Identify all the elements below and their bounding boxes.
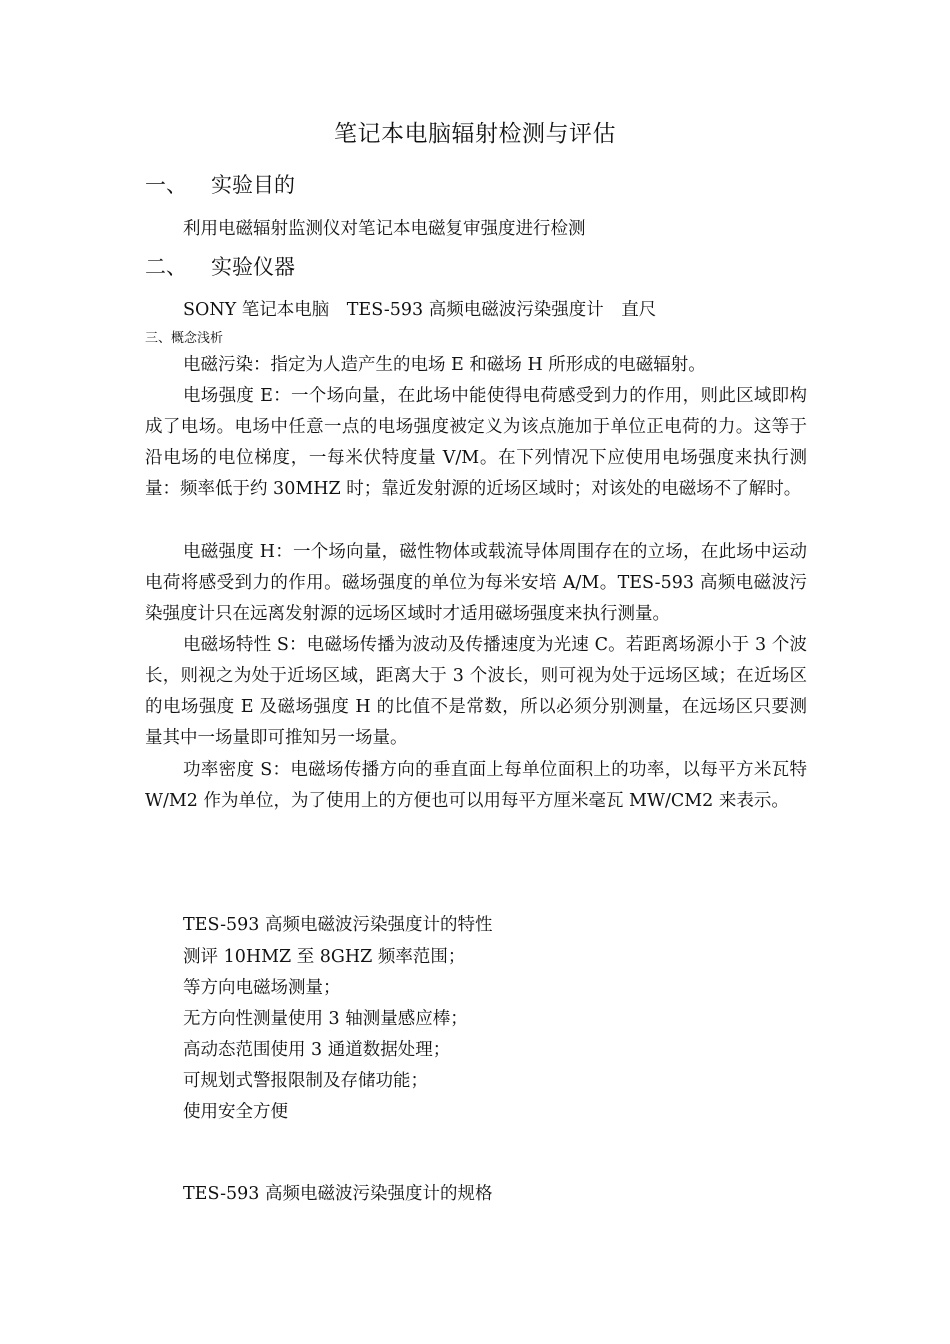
list-item: 使用安全方便 [183, 1102, 288, 1122]
section-heading-instruments [145, 252, 295, 282]
section-heading-text: 实验目的 [211, 173, 295, 197]
section-heading-concepts: 三、概念浅析 [145, 331, 224, 346]
document-title: 笔记本电脑辐射检测与评估 [334, 121, 616, 147]
specs-title: TES-593 高频电磁波污染强度计的规格 [183, 1184, 493, 1204]
section-number: 一、 [145, 173, 187, 197]
paragraph-power-density: 功率密度 S：电磁场传播方向的垂直面上每单位面积上的功率，以每平方米瓦特 W/M2 作为单位，为了使用上的方便也可以用每平方厘米毫瓦 MW/CM2 来表示。 [145, 760, 807, 811]
list-item: 高动态范围使用 3 通道数据处理； [183, 1040, 451, 1060]
list-item: 可规划式警报限制及存储功能； [183, 1071, 428, 1091]
section-heading-text: 实验仪器 [211, 255, 295, 279]
instruments-text: SONY 笔记本电脑 TES-593 高频电磁波污染强度计 直尺 [183, 300, 657, 320]
section-number: 二、 [145, 255, 187, 279]
list-item: 无方向性测量使用 3 轴测量感应棒； [183, 1009, 468, 1029]
section-heading-purpose [145, 170, 295, 200]
paragraph-electric-field: 电场强度 E：一个场向量，在此场中能使得电荷感受到力的作用，则此区域即构成了电场。电场中任意一点的电场强度被定义为该点施加于单位正电荷的力。这等于沿电场的电位梯度，一每米伏特度量 V/M。在下列情况下应使用电场强度来执行测量：频率低于约 30MHZ 时；靠近发射源的近场区域时；对该处的电磁场不了解时。 [145, 386, 807, 499]
paragraph-pollution: 电磁污染：指定为人造产生的电场 E 和磁场 H 所形成的电磁辐射。 [183, 355, 706, 375]
features-title: TES-593 高频电磁波污染强度计的特性 [183, 915, 493, 935]
purpose-text: 利用电磁辐射监测仪对笔记本电磁复审强度进行检测 [183, 219, 586, 239]
list-item: 等方向电磁场测量； [183, 978, 341, 998]
paragraph-field-characteristics: 电磁场特性 S：电磁场传播为波动及传播速度为光速 C。若距离场源小于 3 个波长，则视之为处于近场区域，距离大于 3 个波长，则可视为处于远场区域；在近场区的电场强度 E 及磁场强度 H 的比值不是常数，所以必须分别测量，在远场区只要测量其中一场量即可推知另一场量。 [145, 635, 807, 748]
list-item: 测评 10HMZ 至 8GHZ 频率范围； [183, 947, 466, 967]
paragraph-magnetic-field: 电磁强度 H：一个场向量，磁性物体或载流导体周围存在的立场，在此场中运动电荷将感受到力的作用。磁场强度的单位为每米安培 A/M。TES-593 高频电磁波污染强度计只在远离发射源的远场区域时才适用磁场强度来执行测量。 [145, 542, 807, 624]
